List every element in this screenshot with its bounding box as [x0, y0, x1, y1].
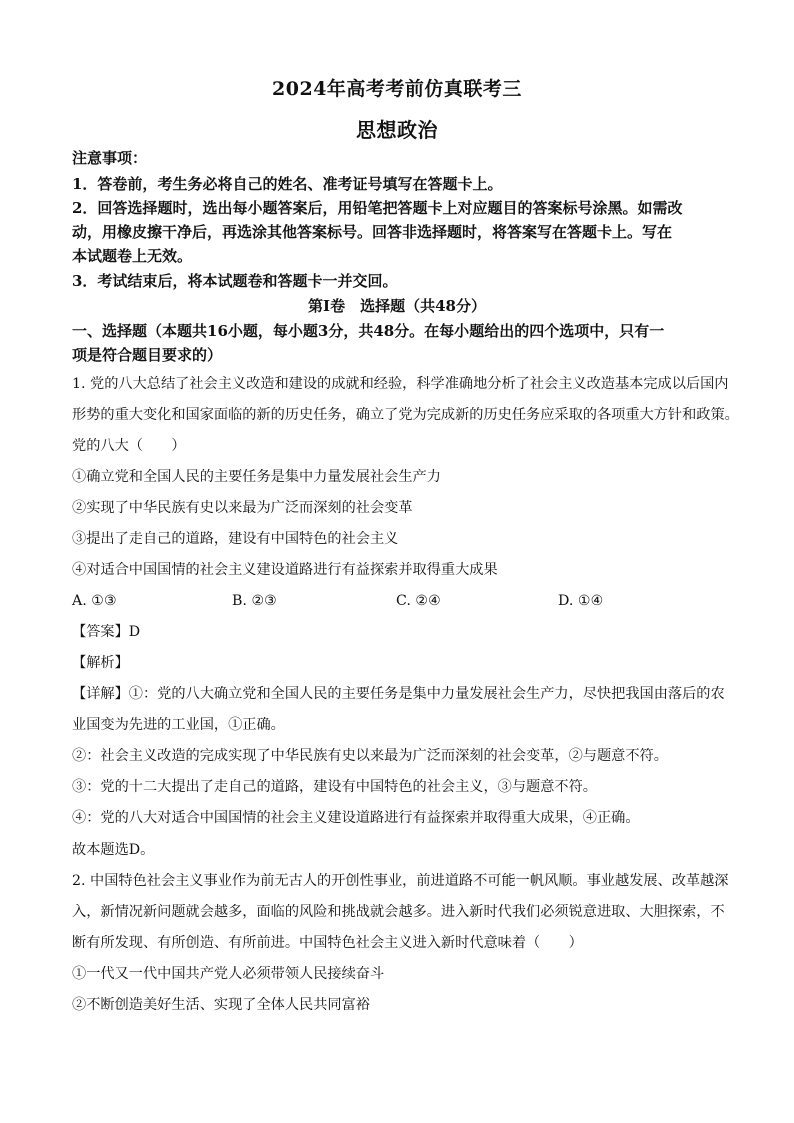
notice-item: 本试题卷上无效。: [72, 247, 193, 265]
statement-4: ④对适合中国国情的社会主义建设道路进行有益探索并取得重大成果: [72, 562, 498, 578]
notice-item: 3．考试结束后，将本试题卷和答题卡一并交回。: [72, 272, 398, 290]
choice-c: C. ②④: [396, 593, 441, 609]
question-1-stem: 1. 党的八大总结了社会主义改造和建设的成就和经验，科学准确地分析了社会主义改造基本完成以后国内: [72, 376, 729, 392]
answer: 【答案】D: [72, 624, 141, 640]
statement-2: ②实现了中华民族有史以来最为广泛而深刻的社会变革: [72, 500, 413, 516]
analysis-line: ③：党的十二大提出了走自己的道路，建设有中国特色的社会主义，③与题意不符。: [72, 779, 597, 795]
statement-2: ②不断创造美好生活、实现了全体人民共同富裕: [72, 997, 370, 1013]
statement-1: ①一代又一代中国共产党人必须带领人民接续奋斗: [72, 966, 385, 982]
choice-a: A. ①③: [72, 593, 117, 609]
statement-3: ③提出了走自己的道路，建设有中国特色的社会主义: [72, 531, 399, 547]
analysis-label: 【解析】: [72, 655, 129, 671]
question-1-stem: 形势的重大变化和国家面临的新的历史任务，确立了党为完成新的历史任务应采取的各项重大方针和政策。: [72, 407, 739, 423]
statement-1: ①确立党和全国人民的主要任务是集中力量发展社会生产力: [72, 469, 441, 485]
notice-item: 2．回答选择题时，选出每小题答案后，用铅笔把答题卡上对应题目的答案标号涂黑。如需改: [72, 199, 683, 217]
question-1-stem: 党的八大（ ）: [72, 438, 186, 454]
analysis-line: 业国变为先进的工业国，①正确。: [72, 717, 285, 733]
analysis-line: 【详解】①：党的八大确立党和全国人民的主要任务是集中力量发展社会生产力，尽快把我国由落后的农: [72, 686, 725, 702]
choice-d: D. ①④: [558, 593, 604, 609]
question-2-stem: 2. 中国特色社会主义事业作为前无古人的开创性事业，前进道路不可能一帆风顺。事业越发展、改革越深: [72, 873, 729, 889]
exam-title: 2024年高考考前仿真联考三: [272, 78, 522, 100]
question-2-stem: 入，新情况新问题就会越多，面临的风险和挑战就会越多。进入新时代我们必须锐意进取、大胆探索，不: [72, 904, 725, 920]
notice-item: 1．答卷前，考生务必将自己的姓名、准考证号填写在答题卡上。: [72, 175, 503, 193]
analysis-line: 故本题选D。: [72, 842, 155, 858]
notice-heading: 注意事项：: [72, 149, 148, 167]
analysis-line: ②：社会主义改造的完成实现了中华民族有史以来最为广泛而深刻的社会变革，②与题意不符。: [72, 748, 668, 764]
subject-title: 思想政治: [356, 118, 438, 142]
notice-item: 动，用橡皮擦干净后，再选涂其他答案标号。回答非选择题时，将答案写在答题卡上。写在: [72, 223, 673, 241]
section-heading: 第Ⅰ卷 选择题（共48分）: [308, 297, 486, 315]
section-instructions: 一、选择题（本题共16小题，每小题3分，共48分。在每小题给出的四个选项中，只有一: [72, 322, 665, 340]
analysis-line: ④：党的八大对适合中国国情的社会主义建设道路进行有益探索并取得重大成果，④正确。: [72, 810, 640, 826]
choice-b: B. ②③: [232, 593, 277, 609]
section-instructions: 项是符合题目要求的）: [72, 346, 223, 364]
question-2-stem: 断有所发现、有所创造、有所前进。中国特色社会主义进入新时代意味着（ ）: [72, 935, 583, 951]
